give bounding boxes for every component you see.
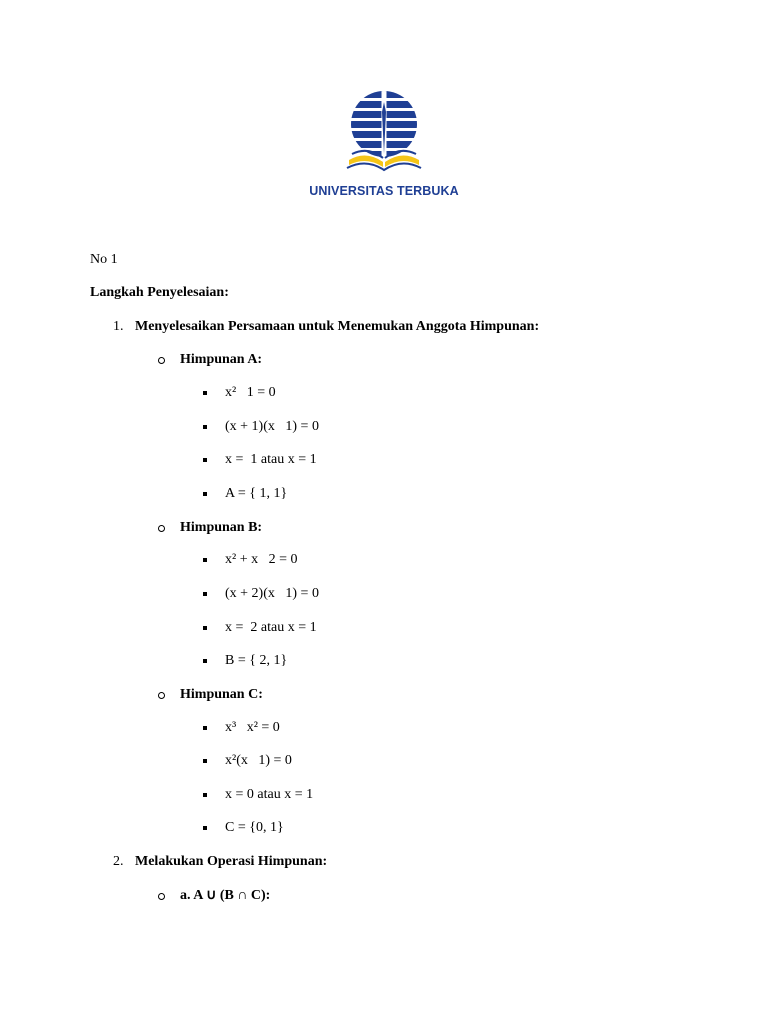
university-logo [0, 88, 768, 198]
list-item: x = 1 atau x = 1 [225, 452, 317, 467]
step-number: 2. [113, 854, 124, 869]
square-bullet-icon [203, 558, 207, 562]
square-bullet-icon [203, 826, 207, 830]
square-bullet-icon [203, 726, 207, 730]
circle-bullet-icon [158, 893, 165, 900]
group-title: Himpunan A: [180, 352, 263, 367]
group-title: Himpunan C: [180, 687, 263, 702]
square-bullet-icon [203, 391, 207, 395]
square-bullet-icon [203, 759, 207, 763]
square-bullet-icon [203, 492, 207, 496]
group-title: a. A ∪ (B ∩ C): [180, 888, 271, 903]
list-item: x = 2 atau x = 1 [225, 620, 317, 635]
list-item: A = { 1, 1} [225, 486, 288, 501]
square-bullet-icon [203, 793, 207, 797]
heading: No 1 [90, 252, 118, 267]
list-item: x² 1 = 0 [225, 385, 276, 400]
square-bullet-icon [203, 425, 207, 429]
list-item: (x + 1)(x 1) = 0 [225, 419, 319, 434]
list-item: x = 0 atau x = 1 [225, 787, 314, 802]
circle-bullet-icon [158, 692, 165, 699]
square-bullet-icon [203, 626, 207, 630]
square-bullet-icon [203, 592, 207, 596]
circle-bullet-icon [158, 357, 165, 364]
section-title: Langkah Penyelesaian: [90, 285, 229, 300]
list-item: (x + 2)(x 1) = 0 [225, 586, 319, 601]
list-item: x²(x 1) = 0 [225, 753, 292, 768]
square-bullet-icon [203, 458, 207, 462]
step-title: Melakukan Operasi Himpunan: [135, 854, 328, 869]
list-item: B = { 2, 1} [225, 653, 288, 668]
circle-bullet-icon [158, 525, 165, 532]
step-number: 1. [113, 319, 124, 334]
ut-emblem-icon [344, 88, 424, 180]
list-item: x² + x 2 = 0 [225, 552, 298, 567]
group-title: Himpunan B: [180, 520, 263, 535]
list-item: x³ x² = 0 [225, 720, 280, 735]
university-name: UNIVERSITAS TERBUKA [309, 184, 459, 198]
step-title: Menyelesaikan Persamaan untuk Menemukan Anggota Himpunan: [135, 319, 540, 334]
square-bullet-icon [203, 659, 207, 663]
list-item: C = {0, 1} [225, 820, 284, 835]
